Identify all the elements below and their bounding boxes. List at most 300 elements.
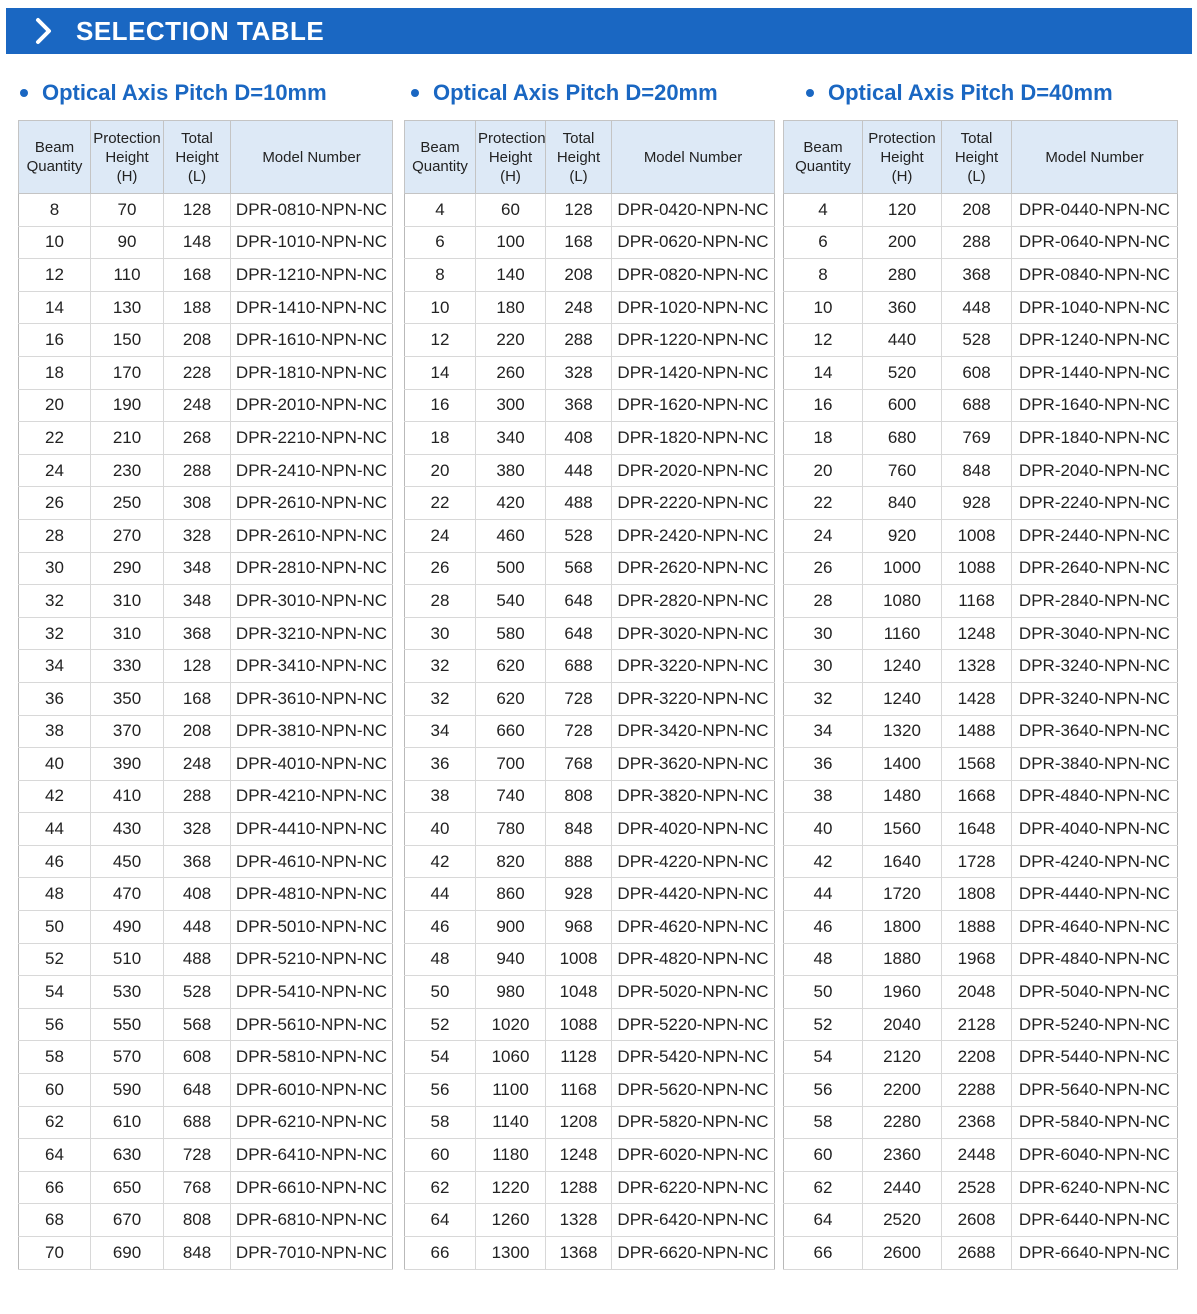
cell-beam-quantity: 34 — [405, 715, 476, 748]
cell-protection-height: 200 — [863, 226, 942, 259]
cell-beam-quantity: 28 — [19, 519, 91, 552]
cell-protection-height: 630 — [91, 1139, 164, 1172]
header-model-number — [1012, 121, 1178, 194]
cell-beam-quantity: 44 — [19, 813, 91, 846]
cell-total-height: 288 — [546, 324, 612, 357]
table-row — [784, 715, 1178, 748]
cell-model-number: DPR-6210-NPN-NC — [231, 1106, 393, 1139]
table-row — [405, 715, 775, 748]
table-row — [405, 389, 775, 422]
cell-total-height: 128 — [164, 194, 231, 227]
cell-beam-quantity: 54 — [405, 1041, 476, 1074]
cell-beam-quantity: 62 — [784, 1171, 863, 1204]
cell-beam-quantity: 18 — [405, 422, 476, 455]
cell-protection-height: 690 — [91, 1237, 164, 1270]
cell-protection-height: 310 — [91, 617, 164, 650]
header-line: Model Number — [643, 148, 743, 166]
table-row — [19, 1171, 393, 1204]
table-row — [405, 911, 775, 944]
cell-beam-quantity: 12 — [784, 324, 863, 357]
cell-protection-height: 610 — [91, 1106, 164, 1139]
table-row — [784, 356, 1178, 389]
cell-protection-height: 760 — [863, 454, 942, 487]
header-line: (H) — [116, 167, 138, 185]
table-row — [405, 1074, 775, 1107]
cell-protection-height: 150 — [91, 324, 164, 357]
cell-protection-height: 1800 — [863, 911, 942, 944]
cell-model-number: DPR-2440-NPN-NC — [1012, 519, 1178, 552]
table-row — [19, 715, 393, 748]
bullet-icon — [411, 89, 419, 97]
cell-total-height: 168 — [164, 259, 231, 292]
header-line: Height — [105, 148, 149, 166]
cell-total-height: 488 — [164, 943, 231, 976]
cell-total-height: 2128 — [942, 1008, 1012, 1041]
table-row — [405, 943, 775, 976]
cell-protection-height: 510 — [91, 943, 164, 976]
table-row — [19, 389, 393, 422]
cell-protection-height: 940 — [476, 943, 546, 976]
header-line: (H) — [891, 167, 913, 185]
table-row — [19, 780, 393, 813]
table-header-row — [784, 121, 1178, 194]
table-row — [19, 911, 393, 944]
table-row — [784, 878, 1178, 911]
cell-protection-height: 580 — [476, 617, 546, 650]
cell-protection-height: 1100 — [476, 1074, 546, 1107]
cell-total-height: 448 — [546, 454, 612, 487]
header-protection-height — [476, 121, 546, 194]
table-row — [19, 943, 393, 976]
header-protection-height — [91, 121, 164, 194]
table-row — [784, 389, 1178, 422]
cell-protection-height: 1720 — [863, 878, 942, 911]
cell-protection-height: 670 — [91, 1204, 164, 1237]
cell-protection-height: 310 — [91, 585, 164, 618]
cell-beam-quantity: 42 — [405, 845, 476, 878]
cell-model-number: DPR-4220-NPN-NC — [612, 845, 775, 878]
cell-model-number: DPR-5610-NPN-NC — [231, 1008, 393, 1041]
table-row — [784, 487, 1178, 520]
cell-protection-height: 980 — [476, 976, 546, 1009]
cell-protection-height: 210 — [91, 422, 164, 455]
cell-beam-quantity: 50 — [405, 976, 476, 1009]
cell-beam-quantity: 52 — [19, 943, 91, 976]
table-row — [19, 356, 393, 389]
cell-beam-quantity: 38 — [784, 780, 863, 813]
cell-total-height: 1328 — [546, 1204, 612, 1237]
cell-protection-height: 380 — [476, 454, 546, 487]
table-row — [784, 1204, 1178, 1237]
cell-model-number: DPR-2620-NPN-NC — [612, 552, 775, 585]
cell-model-number: DPR-6440-NPN-NC — [1012, 1204, 1178, 1237]
cell-model-number: DPR-4010-NPN-NC — [231, 748, 393, 781]
table-row — [19, 1139, 393, 1172]
table-row — [405, 617, 775, 650]
cell-total-height: 648 — [546, 585, 612, 618]
cell-protection-height: 230 — [91, 454, 164, 487]
cell-total-height: 1288 — [546, 1171, 612, 1204]
cell-beam-quantity: 12 — [19, 259, 91, 292]
cell-protection-height: 440 — [863, 324, 942, 357]
cell-beam-quantity: 24 — [405, 519, 476, 552]
table-row — [405, 748, 775, 781]
table-row — [784, 194, 1178, 227]
cell-model-number: DPR-5820-NPN-NC — [612, 1106, 775, 1139]
table-row — [405, 356, 775, 389]
cell-model-number: DPR-6040-NPN-NC — [1012, 1139, 1178, 1172]
cell-beam-quantity: 70 — [19, 1237, 91, 1270]
cell-model-number: DPR-6420-NPN-NC — [612, 1204, 775, 1237]
cell-protection-height: 1260 — [476, 1204, 546, 1237]
cell-beam-quantity: 16 — [405, 389, 476, 422]
cell-model-number: DPR-4820-NPN-NC — [612, 943, 775, 976]
table-row — [405, 552, 775, 585]
cell-model-number: DPR-3020-NPN-NC — [612, 617, 775, 650]
cell-total-height: 348 — [164, 552, 231, 585]
cell-model-number: DPR-6410-NPN-NC — [231, 1139, 393, 1172]
table-row — [19, 682, 393, 715]
cell-model-number: DPR-4020-NPN-NC — [612, 813, 775, 846]
cell-protection-height: 470 — [91, 878, 164, 911]
cell-model-number: DPR-6640-NPN-NC — [1012, 1237, 1178, 1270]
cell-model-number: DPR-1240-NPN-NC — [1012, 324, 1178, 357]
cell-protection-height: 180 — [476, 291, 546, 324]
cell-protection-height: 110 — [91, 259, 164, 292]
cell-total-height: 368 — [546, 389, 612, 422]
table-row — [405, 194, 775, 227]
table-row — [784, 976, 1178, 1009]
table-row — [405, 976, 775, 1009]
table-row — [784, 911, 1178, 944]
cell-total-height: 1648 — [942, 813, 1012, 846]
cell-protection-height: 500 — [476, 552, 546, 585]
cell-model-number: DPR-7010-NPN-NC — [231, 1237, 393, 1270]
table-row — [784, 291, 1178, 324]
cell-protection-height: 270 — [91, 519, 164, 552]
cell-model-number: DPR-6220-NPN-NC — [612, 1171, 775, 1204]
table-row — [784, 226, 1178, 259]
cell-protection-height: 120 — [863, 194, 942, 227]
header-beam-quantity — [405, 121, 476, 194]
cell-model-number: DPR-5640-NPN-NC — [1012, 1074, 1178, 1107]
cell-protection-height: 1160 — [863, 617, 942, 650]
cell-protection-height: 600 — [863, 389, 942, 422]
cell-total-height: 288 — [164, 454, 231, 487]
cell-beam-quantity: 56 — [405, 1074, 476, 1107]
cell-beam-quantity: 32 — [784, 682, 863, 715]
table-row — [405, 454, 775, 487]
cell-beam-quantity: 32 — [19, 585, 91, 618]
cell-beam-quantity: 38 — [405, 780, 476, 813]
cell-protection-height: 100 — [476, 226, 546, 259]
cell-total-height: 1128 — [546, 1041, 612, 1074]
cell-protection-height: 260 — [476, 356, 546, 389]
cell-protection-height: 590 — [91, 1074, 164, 1107]
cell-beam-quantity: 36 — [784, 748, 863, 781]
table-row — [19, 1204, 393, 1237]
banner-title: SELECTION TABLE — [76, 15, 325, 46]
cell-model-number: DPR-3040-NPN-NC — [1012, 617, 1178, 650]
cell-total-height: 368 — [164, 617, 231, 650]
cell-model-number: DPR-1640-NPN-NC — [1012, 389, 1178, 422]
cell-protection-height: 90 — [91, 226, 164, 259]
table-row — [405, 845, 775, 878]
cell-model-number: DPR-6020-NPN-NC — [612, 1139, 775, 1172]
header-line: Total — [562, 129, 595, 147]
cell-protection-height: 2200 — [863, 1074, 942, 1107]
table-row — [784, 780, 1178, 813]
cell-model-number: DPR-3210-NPN-NC — [231, 617, 393, 650]
cell-model-number: DPR-5620-NPN-NC — [612, 1074, 775, 1107]
table-row — [19, 617, 393, 650]
cell-model-number: DPR-2220-NPN-NC — [612, 487, 775, 520]
cell-total-height: 2608 — [942, 1204, 1012, 1237]
cell-protection-height: 700 — [476, 748, 546, 781]
cell-total-height: 848 — [546, 813, 612, 846]
cell-total-height: 228 — [164, 356, 231, 389]
table-row — [784, 650, 1178, 683]
cell-model-number: DPR-1210-NPN-NC — [231, 259, 393, 292]
cell-beam-quantity: 56 — [19, 1008, 91, 1041]
cell-protection-height: 1400 — [863, 748, 942, 781]
header-model-number — [231, 121, 393, 194]
table-row — [19, 259, 393, 292]
table-row — [19, 845, 393, 878]
header-line: (L) — [967, 167, 986, 185]
cell-protection-height: 420 — [476, 487, 546, 520]
table-row — [19, 585, 393, 618]
cell-protection-height: 430 — [91, 813, 164, 846]
header-line: Beam — [803, 139, 843, 156]
table-row — [784, 519, 1178, 552]
cell-model-number: DPR-4620-NPN-NC — [612, 911, 775, 944]
cell-model-number: DPR-0840-NPN-NC — [1012, 259, 1178, 292]
cell-protection-height: 2040 — [863, 1008, 942, 1041]
cell-beam-quantity: 20 — [19, 389, 91, 422]
cell-protection-height: 1180 — [476, 1139, 546, 1172]
cell-model-number: DPR-3620-NPN-NC — [612, 748, 775, 781]
cell-total-height: 808 — [546, 780, 612, 813]
cell-beam-quantity: 36 — [19, 682, 91, 715]
cell-total-height: 2288 — [942, 1074, 1012, 1107]
cell-protection-height: 2280 — [863, 1106, 942, 1139]
cell-total-height: 648 — [164, 1074, 231, 1107]
cell-total-height: 769 — [942, 422, 1012, 455]
table-row — [405, 813, 775, 846]
section-title-text: Optical Axis Pitch D=20mm — [433, 80, 718, 105]
table-row — [19, 226, 393, 259]
cell-model-number: DPR-1020-NPN-NC — [612, 291, 775, 324]
cell-total-height: 208 — [164, 715, 231, 748]
cell-model-number: DPR-0820-NPN-NC — [612, 259, 775, 292]
cell-total-height: 1968 — [942, 943, 1012, 976]
cell-total-height: 1008 — [942, 519, 1012, 552]
cell-protection-height: 1300 — [476, 1237, 546, 1270]
cell-protection-height: 650 — [91, 1171, 164, 1204]
cell-model-number: DPR-1820-NPN-NC — [612, 422, 775, 455]
cell-total-height: 1088 — [546, 1008, 612, 1041]
cell-beam-quantity: 44 — [405, 878, 476, 911]
cell-total-height: 2528 — [942, 1171, 1012, 1204]
cell-total-height: 1008 — [546, 943, 612, 976]
cell-model-number: DPR-5020-NPN-NC — [612, 976, 775, 1009]
cell-model-number: DPR-1810-NPN-NC — [231, 356, 393, 389]
cell-protection-height: 620 — [476, 682, 546, 715]
header-line: Quantity — [412, 158, 468, 175]
cell-total-height: 528 — [164, 976, 231, 1009]
cell-model-number: DPR-0440-NPN-NC — [1012, 194, 1178, 227]
cell-model-number: DPR-0420-NPN-NC — [612, 194, 775, 227]
cell-total-height: 848 — [164, 1237, 231, 1270]
cell-total-height: 1168 — [546, 1074, 612, 1107]
cell-total-height: 2368 — [942, 1106, 1012, 1139]
cell-model-number: DPR-4210-NPN-NC — [231, 780, 393, 813]
table-row — [784, 1008, 1178, 1041]
header-total-height — [164, 121, 231, 194]
cell-model-number: DPR-5210-NPN-NC — [231, 943, 393, 976]
table-row — [405, 1237, 775, 1270]
section-title-d10 — [20, 79, 327, 107]
section-title-text: Optical Axis Pitch D=40mm — [828, 80, 1113, 105]
header-beam-quantity — [19, 121, 91, 194]
cell-protection-height: 520 — [863, 356, 942, 389]
cell-model-number: DPR-2610-NPN-NC — [231, 487, 393, 520]
table-row — [784, 1237, 1178, 1270]
table-row — [405, 422, 775, 455]
cell-beam-quantity: 60 — [784, 1139, 863, 1172]
cell-beam-quantity: 22 — [784, 487, 863, 520]
cell-beam-quantity: 34 — [784, 715, 863, 748]
cell-beam-quantity: 62 — [19, 1106, 91, 1139]
cell-total-height: 308 — [164, 487, 231, 520]
table-row — [19, 1041, 393, 1074]
cell-total-height: 728 — [546, 715, 612, 748]
cell-protection-height: 570 — [91, 1041, 164, 1074]
cell-beam-quantity: 24 — [19, 454, 91, 487]
section-title-text: Optical Axis Pitch D=10mm — [42, 80, 327, 105]
cell-total-height: 1428 — [942, 682, 1012, 715]
cell-protection-height: 860 — [476, 878, 546, 911]
cell-beam-quantity: 48 — [784, 943, 863, 976]
cell-total-height: 688 — [164, 1106, 231, 1139]
cell-total-height: 568 — [164, 1008, 231, 1041]
cell-model-number: DPR-4810-NPN-NC — [231, 878, 393, 911]
cell-beam-quantity: 50 — [19, 911, 91, 944]
cell-total-height: 728 — [164, 1139, 231, 1172]
cell-protection-height: 2520 — [863, 1204, 942, 1237]
table-row — [405, 1041, 775, 1074]
cell-total-height: 1728 — [942, 845, 1012, 878]
cell-beam-quantity: 64 — [19, 1139, 91, 1172]
cell-protection-height: 660 — [476, 715, 546, 748]
cell-beam-quantity: 54 — [19, 976, 91, 1009]
table-row — [19, 324, 393, 357]
cell-total-height: 688 — [546, 650, 612, 683]
cell-model-number: DPR-5810-NPN-NC — [231, 1041, 393, 1074]
table-row — [405, 487, 775, 520]
header-beam-quantity — [784, 121, 863, 194]
cell-model-number: DPR-5410-NPN-NC — [231, 976, 393, 1009]
cell-protection-height: 2120 — [863, 1041, 942, 1074]
cell-total-height: 768 — [164, 1171, 231, 1204]
cell-protection-height: 820 — [476, 845, 546, 878]
cell-beam-quantity: 10 — [19, 226, 91, 259]
table-row — [784, 943, 1178, 976]
cell-total-height: 1248 — [546, 1139, 612, 1172]
cell-model-number: DPR-1840-NPN-NC — [1012, 422, 1178, 455]
cell-total-height: 848 — [942, 454, 1012, 487]
cell-protection-height: 920 — [863, 519, 942, 552]
cell-beam-quantity: 8 — [405, 259, 476, 292]
cell-protection-height: 1640 — [863, 845, 942, 878]
cell-total-height: 528 — [546, 519, 612, 552]
cell-beam-quantity: 42 — [19, 780, 91, 813]
cell-model-number: DPR-5840-NPN-NC — [1012, 1106, 1178, 1139]
cell-beam-quantity: 58 — [784, 1106, 863, 1139]
cell-beam-quantity: 66 — [19, 1171, 91, 1204]
header-total-height — [546, 121, 612, 194]
cell-protection-height: 370 — [91, 715, 164, 748]
cell-total-height: 888 — [546, 845, 612, 878]
cell-model-number: DPR-6620-NPN-NC — [612, 1237, 775, 1270]
cell-beam-quantity: 22 — [19, 422, 91, 455]
cell-beam-quantity: 32 — [19, 617, 91, 650]
cell-model-number: DPR-2210-NPN-NC — [231, 422, 393, 455]
table-row — [405, 291, 775, 324]
cell-protection-height: 1240 — [863, 650, 942, 683]
table-row — [405, 1139, 775, 1172]
cell-protection-height: 1960 — [863, 976, 942, 1009]
cell-model-number: DPR-0640-NPN-NC — [1012, 226, 1178, 259]
header-line: Height — [556, 148, 601, 166]
cell-beam-quantity: 54 — [784, 1041, 863, 1074]
table-row — [19, 454, 393, 487]
cell-beam-quantity: 40 — [19, 748, 91, 781]
cell-beam-quantity: 48 — [19, 878, 91, 911]
cell-model-number: DPR-1220-NPN-NC — [612, 324, 775, 357]
table-row — [784, 1074, 1178, 1107]
cell-beam-quantity: 50 — [784, 976, 863, 1009]
cell-beam-quantity: 14 — [784, 356, 863, 389]
cell-model-number: DPR-5010-NPN-NC — [231, 911, 393, 944]
cell-total-height: 1888 — [942, 911, 1012, 944]
cell-total-height: 408 — [546, 422, 612, 455]
cell-protection-height: 1240 — [863, 682, 942, 715]
cell-beam-quantity: 6 — [784, 226, 863, 259]
cell-model-number: DPR-3610-NPN-NC — [231, 682, 393, 715]
cell-model-number: DPR-2020-NPN-NC — [612, 454, 775, 487]
cell-total-height: 1568 — [942, 748, 1012, 781]
cell-total-height: 208 — [942, 194, 1012, 227]
header-line: Model Number — [1045, 148, 1144, 166]
cell-beam-quantity: 28 — [405, 585, 476, 618]
cell-model-number: DPR-3840-NPN-NC — [1012, 748, 1178, 781]
cell-protection-height: 290 — [91, 552, 164, 585]
header-line: Total — [181, 129, 213, 147]
cell-model-number: DPR-1440-NPN-NC — [1012, 356, 1178, 389]
cell-beam-quantity: 68 — [19, 1204, 91, 1237]
cell-model-number: DPR-3220-NPN-NC — [612, 682, 775, 715]
cell-model-number: DPR-1620-NPN-NC — [612, 389, 775, 422]
cell-beam-quantity: 30 — [784, 617, 863, 650]
cell-model-number: DPR-1610-NPN-NC — [231, 324, 393, 357]
cell-model-number: DPR-3820-NPN-NC — [612, 780, 775, 813]
cell-protection-height: 840 — [863, 487, 942, 520]
header-line: Quantity — [26, 158, 83, 175]
cell-model-number: DPR-3640-NPN-NC — [1012, 715, 1178, 748]
cell-beam-quantity: 6 — [405, 226, 476, 259]
